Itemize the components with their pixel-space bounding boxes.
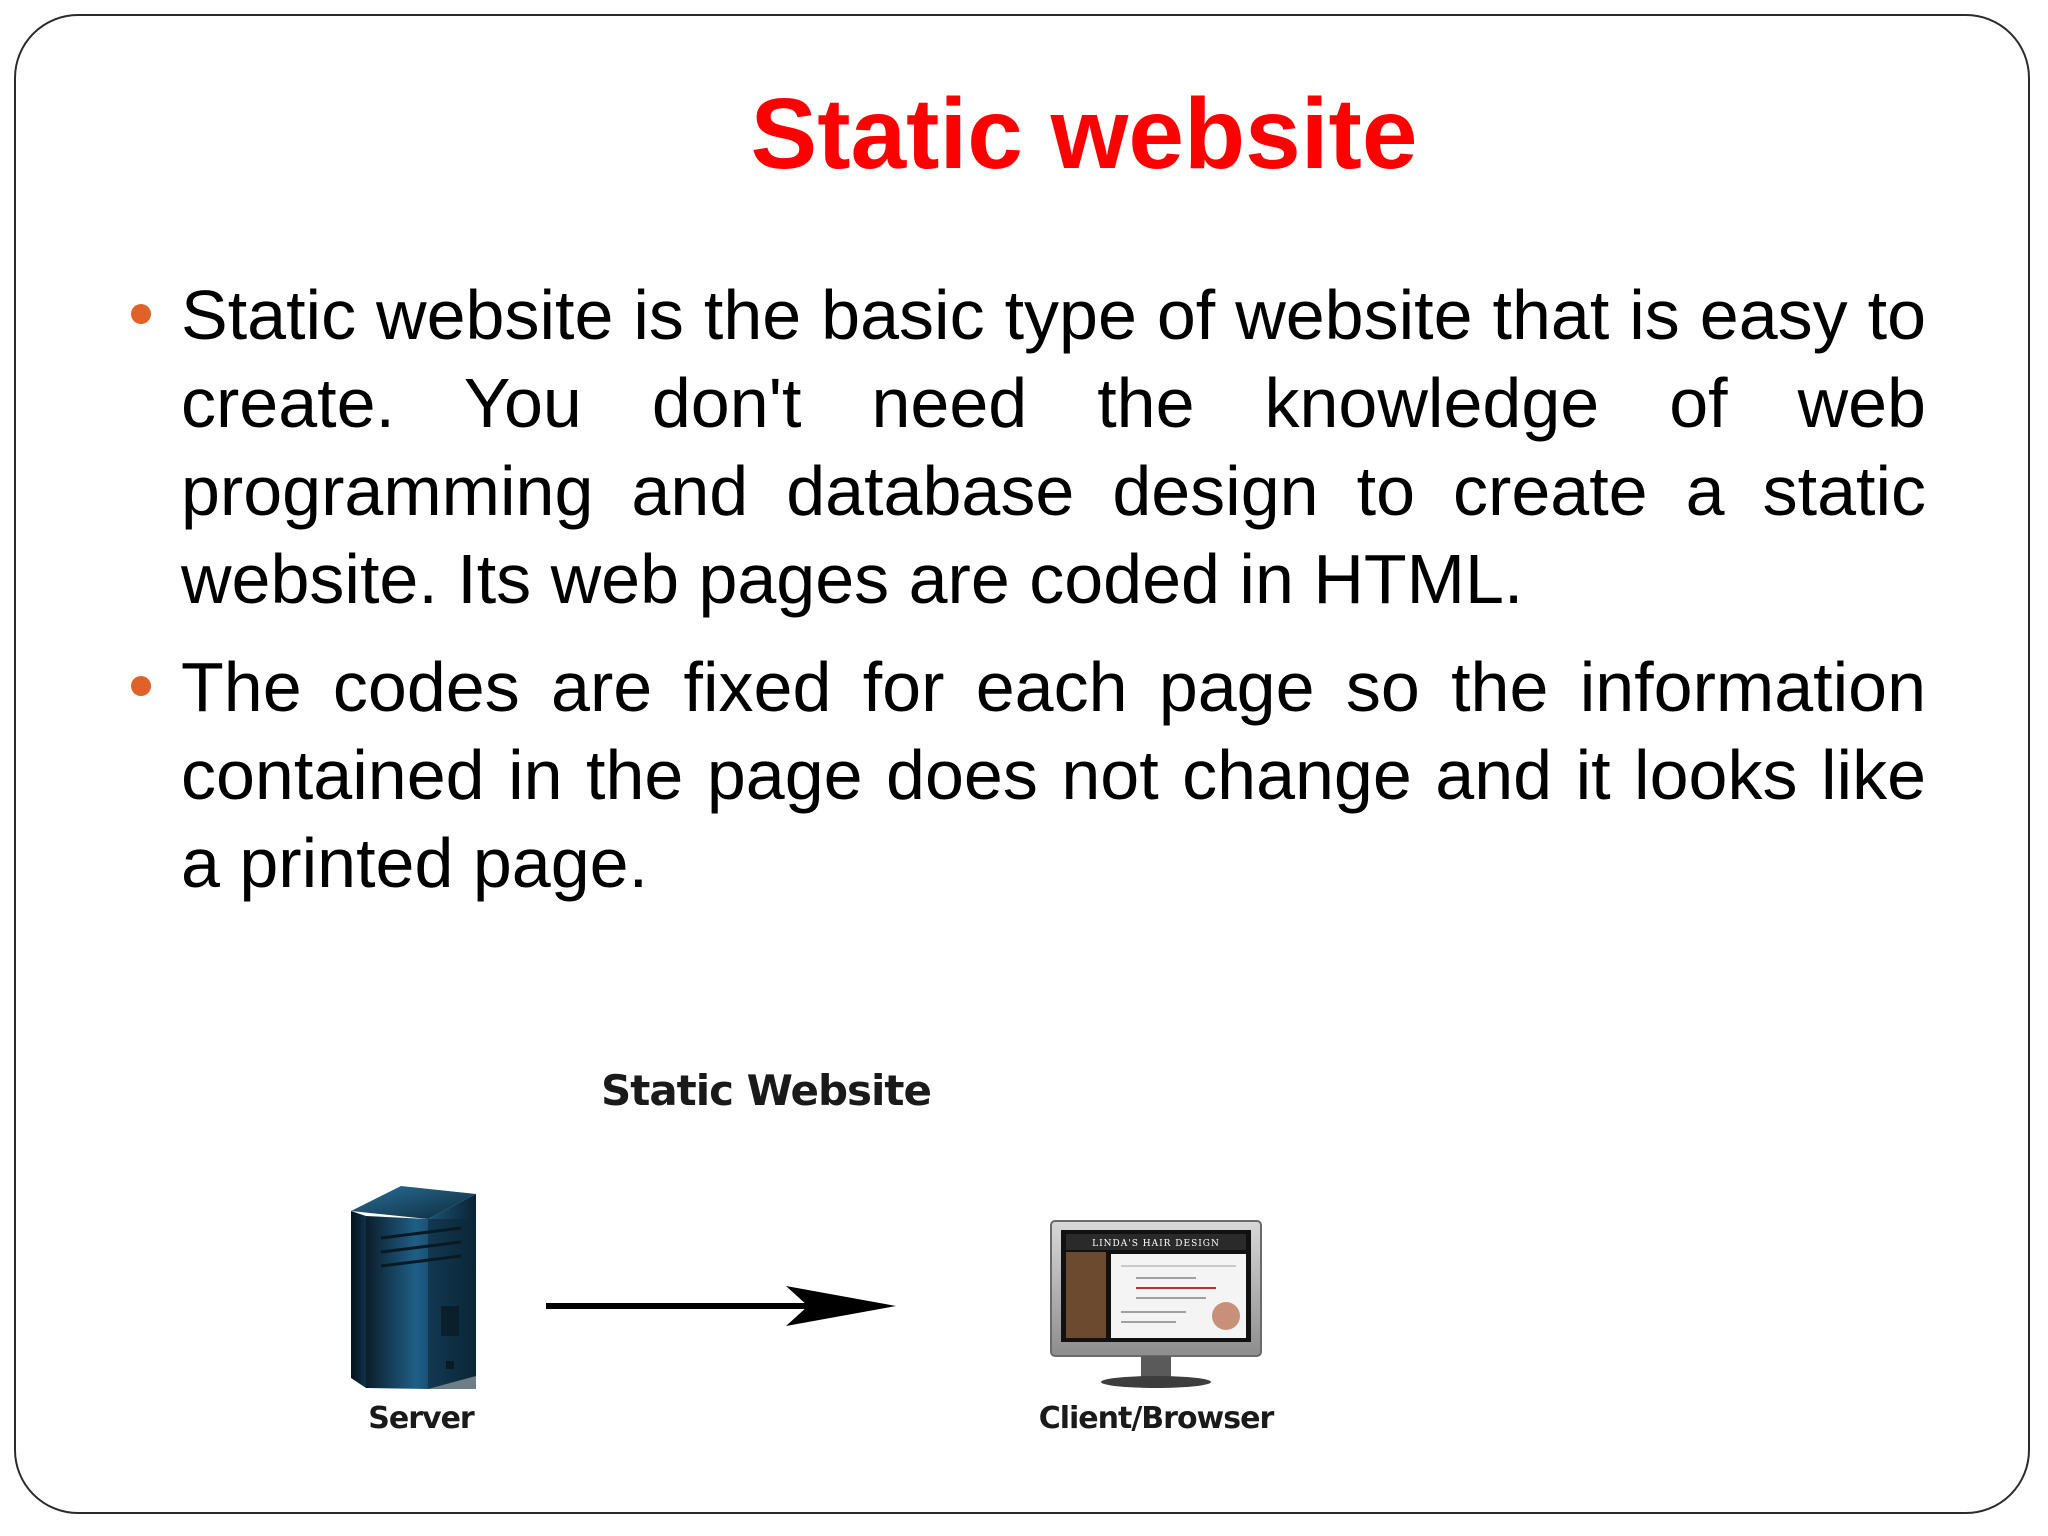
server-label: Server <box>368 1401 474 1436</box>
monitor-icon <box>1051 1221 1261 1388</box>
slide <box>14 14 2030 1514</box>
bullet-item <box>181 643 1926 907</box>
bullet-item <box>181 271 1926 623</box>
server-tower-icon <box>351 1186 476 1389</box>
bullet-dot-icon <box>131 676 151 696</box>
bullet-text: Static website is the basic type of website that is easy to create. You don't need the knowledge of web programming and database design to create a static website. Its web pages are coded in HTML. <box>181 276 1926 618</box>
client-browser-label: Client/Browser <box>1038 1401 1274 1436</box>
slide-title: Static website <box>750 78 1418 190</box>
static-website-diagram <box>136 976 1476 1486</box>
diagram-title: Static Website <box>601 1066 931 1115</box>
bullet-list <box>181 271 1926 927</box>
screen-header-text: LINDA'S HAIR DESIGN <box>1092 1239 1220 1249</box>
bullet-text: The codes are fixed for each page so the information contained in the page does not change and it looks like a printed page. <box>181 648 1926 902</box>
bullet-dot-icon <box>131 304 151 324</box>
arrow-right-icon <box>546 1286 896 1326</box>
